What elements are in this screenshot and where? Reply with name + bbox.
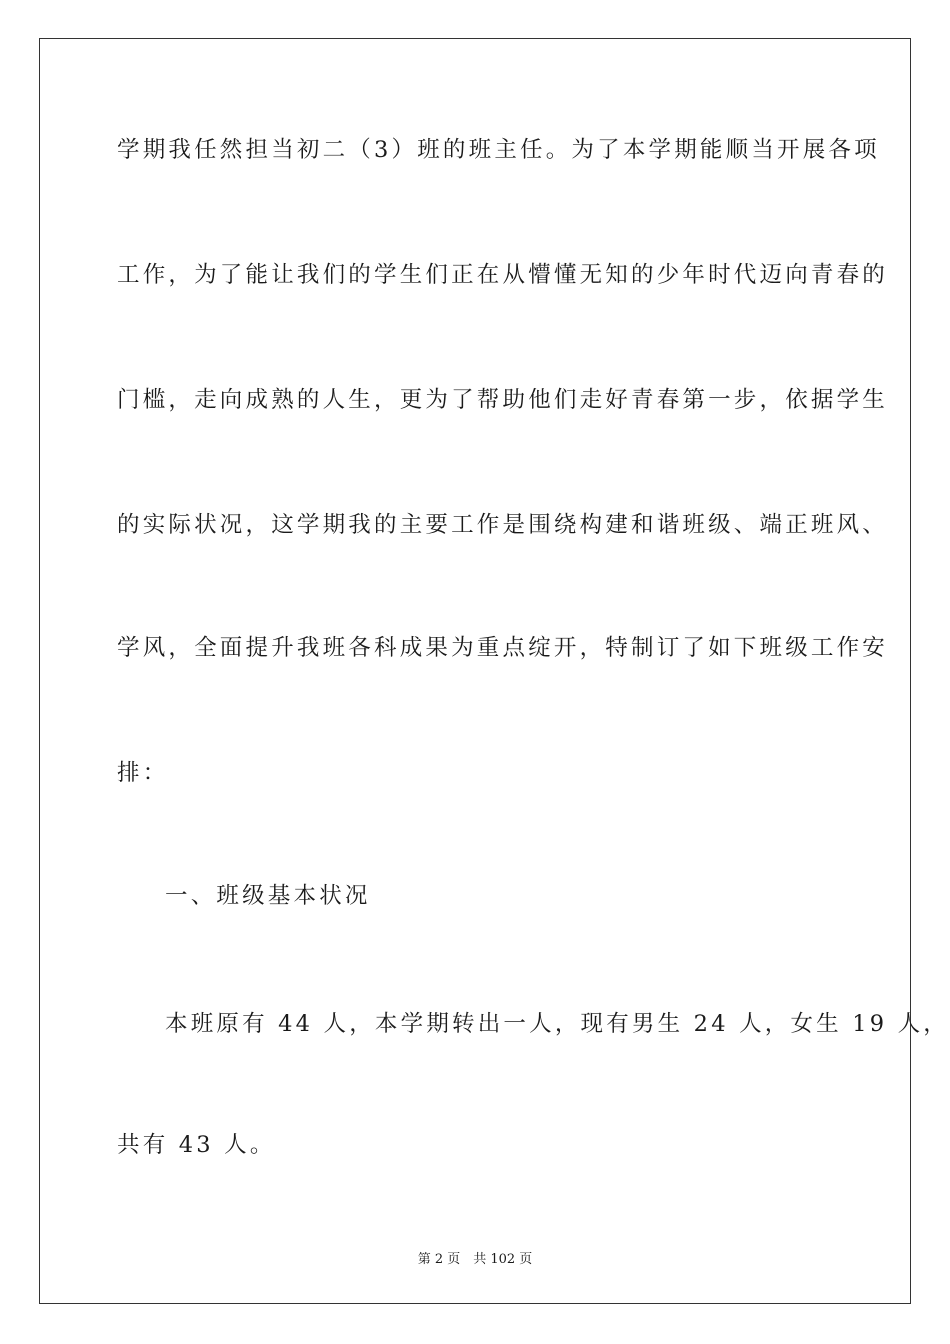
body-line-5: 学风，全面提升我班各科成果为重点绽开，特制订了如下班级工作安 [117,635,889,661]
body-line-2: 工作，为了能让我们的学生们正在从懵懂无知的少年时代迈向青春的 [117,262,889,288]
page-number-footer: 第 2 页 共 102 页 [417,1252,533,1267]
page-border [39,38,911,1304]
body-line-3: 门槛，走向成熟的人生，更为了帮助他们走好青春第一步，依据学生 [117,387,889,413]
body-line-6: 排： [117,760,169,786]
section-heading: 一、班级基本状况 [165,883,371,909]
body-line-1: 学期我任然担当初二（3）班的班主任。为了本学期能顺当开展各项 [117,137,880,163]
paragraph2-line-1: 本班原有 44 人，本学期转出一人，现有男生 24 人，女生 19 人， [165,1011,950,1037]
body-line-4: 的实际状况，这学期我的主要工作是围绕构建和谐班级、端正班风、 [117,512,889,538]
paragraph2-line-2: 共有 43 人。 [117,1132,276,1158]
